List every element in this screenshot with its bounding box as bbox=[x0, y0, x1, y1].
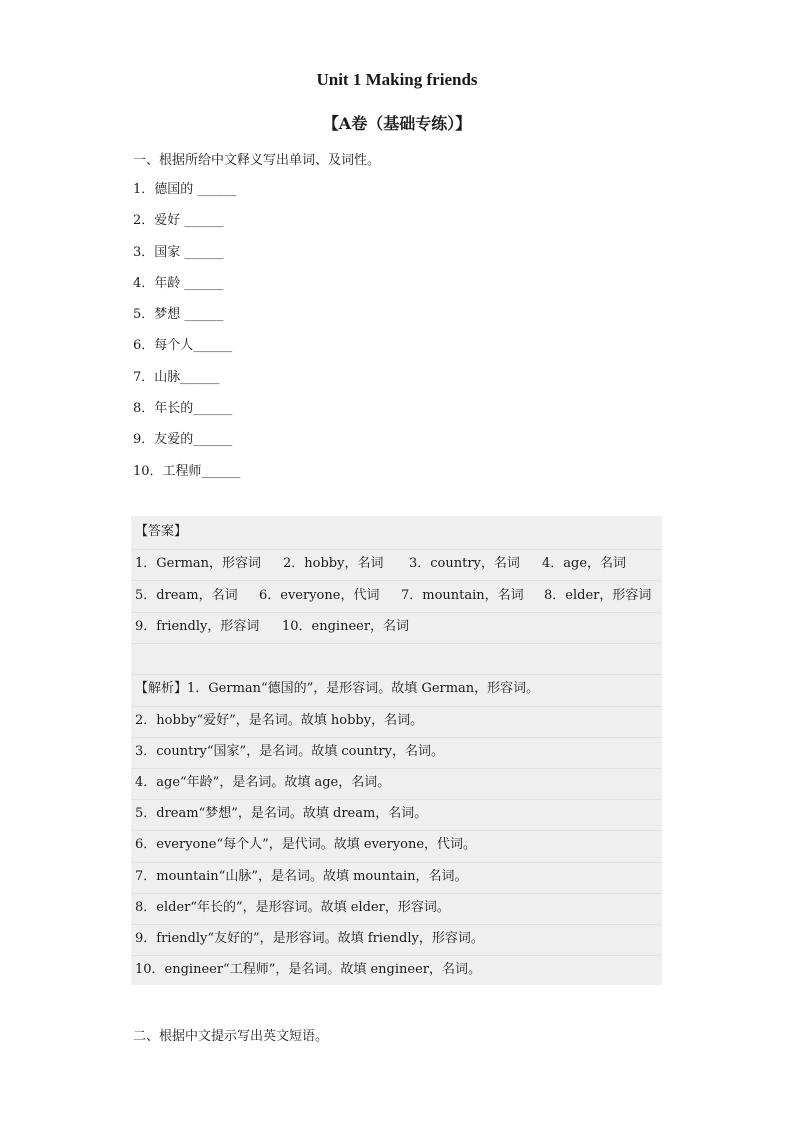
question-item: 1．德国的 ______ bbox=[133, 182, 237, 197]
analysis-line: 5．dream“梦想”，是名词。故填 dream，名词。 bbox=[135, 806, 428, 821]
question-item: 5．梦想 ______ bbox=[133, 307, 224, 323]
analysis-line: 6．everyone“每个人”，是代词。故填 everyone，代词。 bbox=[135, 837, 477, 852]
question-item: 4．年龄 ______ bbox=[133, 275, 224, 291]
divider bbox=[131, 737, 662, 738]
answer-label: 【答案】 bbox=[135, 524, 188, 539]
answer-item: 9．friendly，形容词 bbox=[135, 619, 260, 634]
divider bbox=[131, 862, 662, 863]
answer-item: 8．elder，形容词 bbox=[544, 588, 652, 603]
analysis-line: 【解析】1．German“德国的”，是形容词。故填 German，形容词。 bbox=[135, 681, 540, 696]
divider bbox=[131, 893, 662, 894]
divider bbox=[131, 549, 662, 550]
answer-item: 1．German，形容词 bbox=[135, 556, 262, 571]
divider bbox=[131, 580, 662, 581]
question-item: 10．工程师______ bbox=[133, 463, 241, 479]
divider bbox=[131, 955, 662, 956]
answer-panel bbox=[131, 516, 662, 985]
analysis-line: 10．engineer“工程师”，是名词。故填 engineer，名词。 bbox=[135, 962, 482, 977]
question-item: 7．山脉______ bbox=[133, 369, 220, 385]
question-item: 2．爱好 ______ bbox=[133, 213, 224, 229]
analysis-line: 4．age“年龄”，是名词。故填 age，名词。 bbox=[135, 775, 391, 790]
answer-item: 10．engineer，名词 bbox=[282, 619, 410, 634]
analysis-line: 9．friendly“友好的”，是形容词。故填 friendly，形容词。 bbox=[135, 931, 484, 946]
analysis-line: 8．elder“年长的”，是形容词。故填 elder，形容词。 bbox=[135, 900, 450, 915]
question-list bbox=[133, 180, 241, 493]
answer-item: 5．dream，名词 bbox=[135, 588, 238, 603]
section-2-heading: 二、根据中文提示写出英文短语。 bbox=[133, 1029, 329, 1044]
question-item: 8．年长的______ bbox=[133, 401, 233, 417]
question-item: 3．国家 ______ bbox=[133, 244, 224, 260]
answer-item: 7．mountain，名词 bbox=[401, 588, 524, 603]
divider bbox=[131, 830, 662, 831]
answer-item: 6．everyone，代词 bbox=[259, 588, 380, 603]
divider bbox=[131, 768, 662, 769]
page-subtitle: 【A卷（基础专练）】 bbox=[322, 114, 472, 133]
analysis-line: 3．country“国家”，是名词。故填 country，名词。 bbox=[135, 744, 444, 759]
divider bbox=[131, 643, 662, 644]
question-item: 6．每个人______ bbox=[133, 338, 233, 354]
question-item: 9．友爱的______ bbox=[133, 432, 233, 448]
analysis-line: 2．hobby“爱好”，是名词。故填 hobby，名词。 bbox=[135, 713, 424, 728]
page-title: Unit 1 Making friends bbox=[316, 70, 478, 89]
section-1-heading: 一、根据所给中文释义写出单词、及词性。 bbox=[133, 153, 381, 168]
divider bbox=[131, 674, 662, 675]
answer-item: 2．hobby，名词 bbox=[283, 556, 384, 571]
analysis-line: 7．mountain“山脉”，是名词。故填 mountain，名词。 bbox=[135, 869, 468, 884]
divider bbox=[131, 612, 662, 613]
answer-item: 4．age，名词 bbox=[542, 556, 627, 571]
divider bbox=[131, 799, 662, 800]
divider bbox=[131, 706, 662, 707]
answer-item: 3．country，名词 bbox=[409, 556, 520, 571]
divider bbox=[131, 924, 662, 925]
